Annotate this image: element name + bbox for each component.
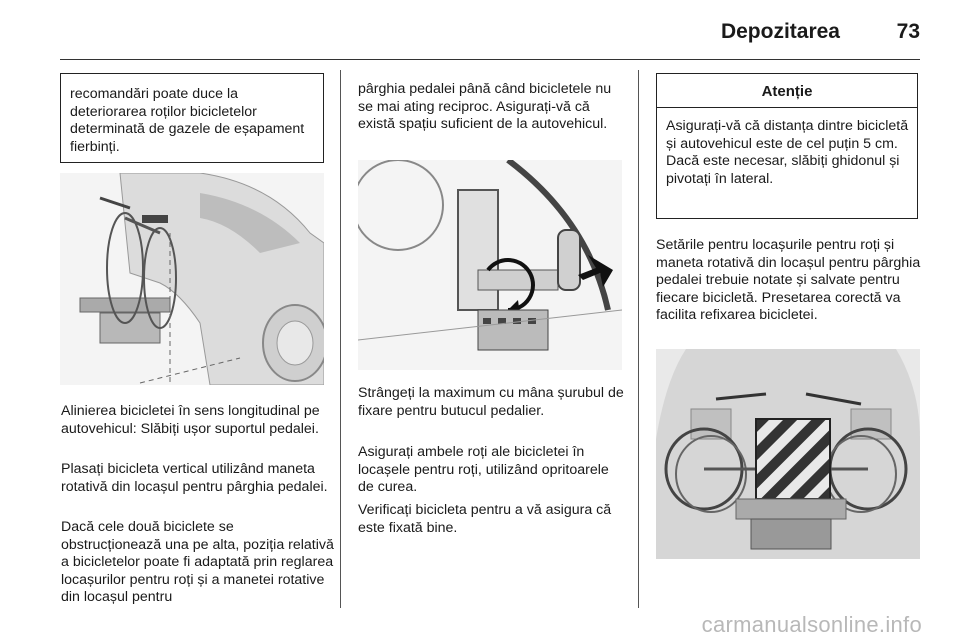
column-divider-right xyxy=(638,70,639,608)
warning-text: Asigurați-vă că distanța dintre bicicletă și autovehicul este de cel puțin 5 cm. Dacă este necesar, slăbiți ghidonul și pivotați în lateral. xyxy=(666,118,909,187)
column-divider-left xyxy=(340,70,341,608)
pedal-clamp-illustration xyxy=(358,160,622,370)
paragraph-settings-note: Setările pentru locașurile pentru roți și maneta rotativă din locașul pentru pârghia pedalei trebuie notate și salvate pentru fiecare bicicletă. Presetarea corectă va facilita refixarea bicicletei. xyxy=(656,237,921,323)
page-section-title: Depozitarea xyxy=(720,20,840,43)
paragraph-check-bike: Verificați bicicleta pentru a vă asigura că este fixată bine. xyxy=(358,502,612,536)
warning-title: Atenție xyxy=(657,74,917,108)
paragraph-align-bike: Alinierea bicicletei în sens longitudinal pe autovehicul: Slăbiți ușor suportul pedalei. xyxy=(61,403,320,437)
paragraph-tighten-screw: Strângeți la maximum cu mâna șurubul de fixare pentru butucul pedalier. xyxy=(358,385,624,419)
paragraph-place-bike: Plasați bicicleta vertical utilizând maneta rotativă din locașul pentru pârghia pedalei. xyxy=(61,461,328,495)
paragraph-secure-wheels: Asigurați ambele roți ale bicicletei în locașele pentru roți, utilizând opritoarele de curea. xyxy=(358,444,609,495)
continued-note-box xyxy=(60,73,324,163)
page-number: 73 xyxy=(896,20,920,43)
warning-box xyxy=(656,73,918,219)
two-bikes-with-warning-panel-illustration xyxy=(656,349,920,559)
header-divider xyxy=(60,59,920,60)
watermark: carmanualsonline.info xyxy=(701,612,922,637)
bike-on-carrier-illustration xyxy=(60,173,324,385)
continued-note-text: recomandări poate duce la deteriorarea roților bicicletelor determinată de gazele de eșapament fierbinți. xyxy=(70,86,305,155)
paragraph-bikes-obstruct: Dacă cele două biciclete se obstrucționează una pe alta, poziția relativă a bicicletelor poate fi adaptată prin reglarea locașurilor pentru roți și a manetei rotative din locașul pentru xyxy=(61,519,334,605)
paragraph-continued: pârghia pedalei până când bicicletele nu se mai ating reciproc. Asigurați-vă că există spațiu suficient de la autovehicul. xyxy=(358,81,612,132)
